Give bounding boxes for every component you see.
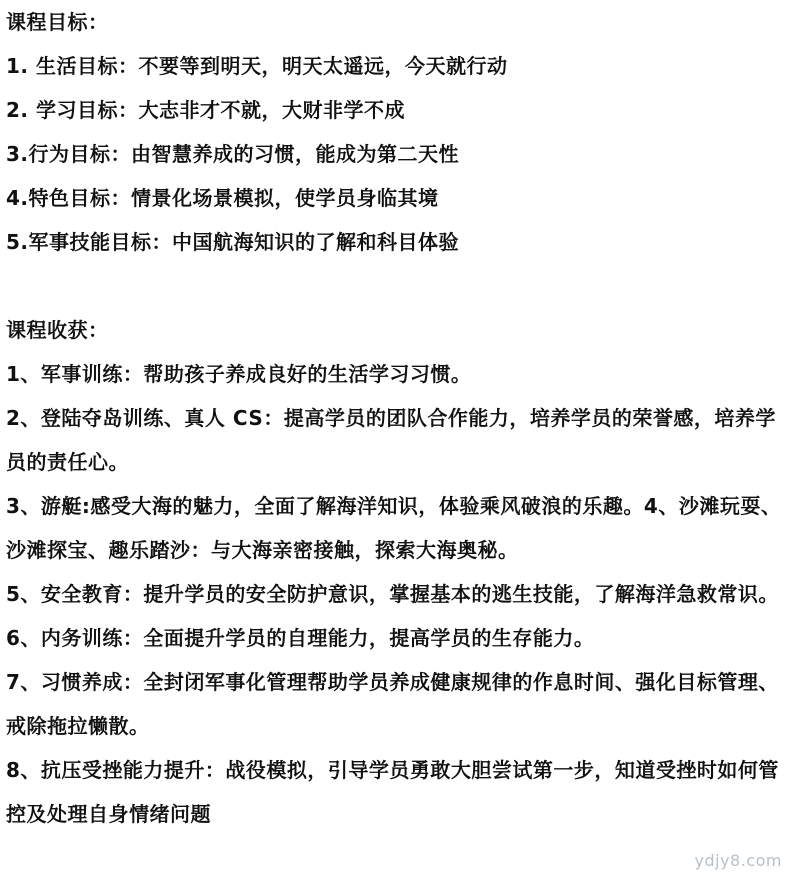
harvest-item: 3、游艇:感受大海的魅力，全面了解海洋知识，体验乘风破浪的乐趣。4、沙滩玩耍、沙滩探宝、趣乐踏沙：与大海亲密接触，探索大海奥秘。 <box>6 494 782 562</box>
harvest-item: 8、抗压受挫能力提升：战役模拟，引导学员勇敢大胆尝试第一步，知道受挫时如何管控及处理自身情绪问题 <box>6 758 779 826</box>
harvest-item: 6、内务训练：全面提升学员的自理能力，提高学员的生存能力。 <box>6 626 595 650</box>
course-harvest-heading: 课程收获： <box>6 318 109 342</box>
harvest-item: 7、习惯养成：全封闭军事化管理帮助学员养成健康规律的作息时间、强化目标管理、戒除拖拉懒散。 <box>6 670 779 738</box>
document-body <box>6 0 794 836</box>
goal-item: 2. 学习目标：大志非才不就，大财非学不成 <box>6 98 405 122</box>
harvest-item: 5、安全教育：提升学员的安全防护意识，掌握基本的逃生技能，了解海洋急救常识。 <box>6 582 779 606</box>
harvest-item: 2、登陆夺岛训练、真人 CS：提高学员的团队合作能力，培养学员的荣誉感，培养学员的责任心。 <box>6 406 776 474</box>
goal-item: 1. 生活目标：不要等到明天，明天太遥远，今天就行动 <box>6 54 508 78</box>
site-watermark: ydjy8.com <box>694 851 782 870</box>
course-goals-list <box>6 44 794 264</box>
section-gap <box>6 264 794 308</box>
goal-item: 3.行为目标：由智慧养成的习惯，能成为第二天性 <box>6 142 460 166</box>
goal-item: 4.特色目标：情景化场景模拟，使学员身临其境 <box>6 186 439 210</box>
harvest-item: 1、军事训练：帮助孩子养成良好的生活学习习惯。 <box>6 362 472 386</box>
course-harvest-list <box>6 352 794 836</box>
goal-item: 5.军事技能目标：中国航海知识的了解和科目体验 <box>6 230 460 254</box>
course-goals-heading: 课程目标： <box>6 10 109 34</box>
